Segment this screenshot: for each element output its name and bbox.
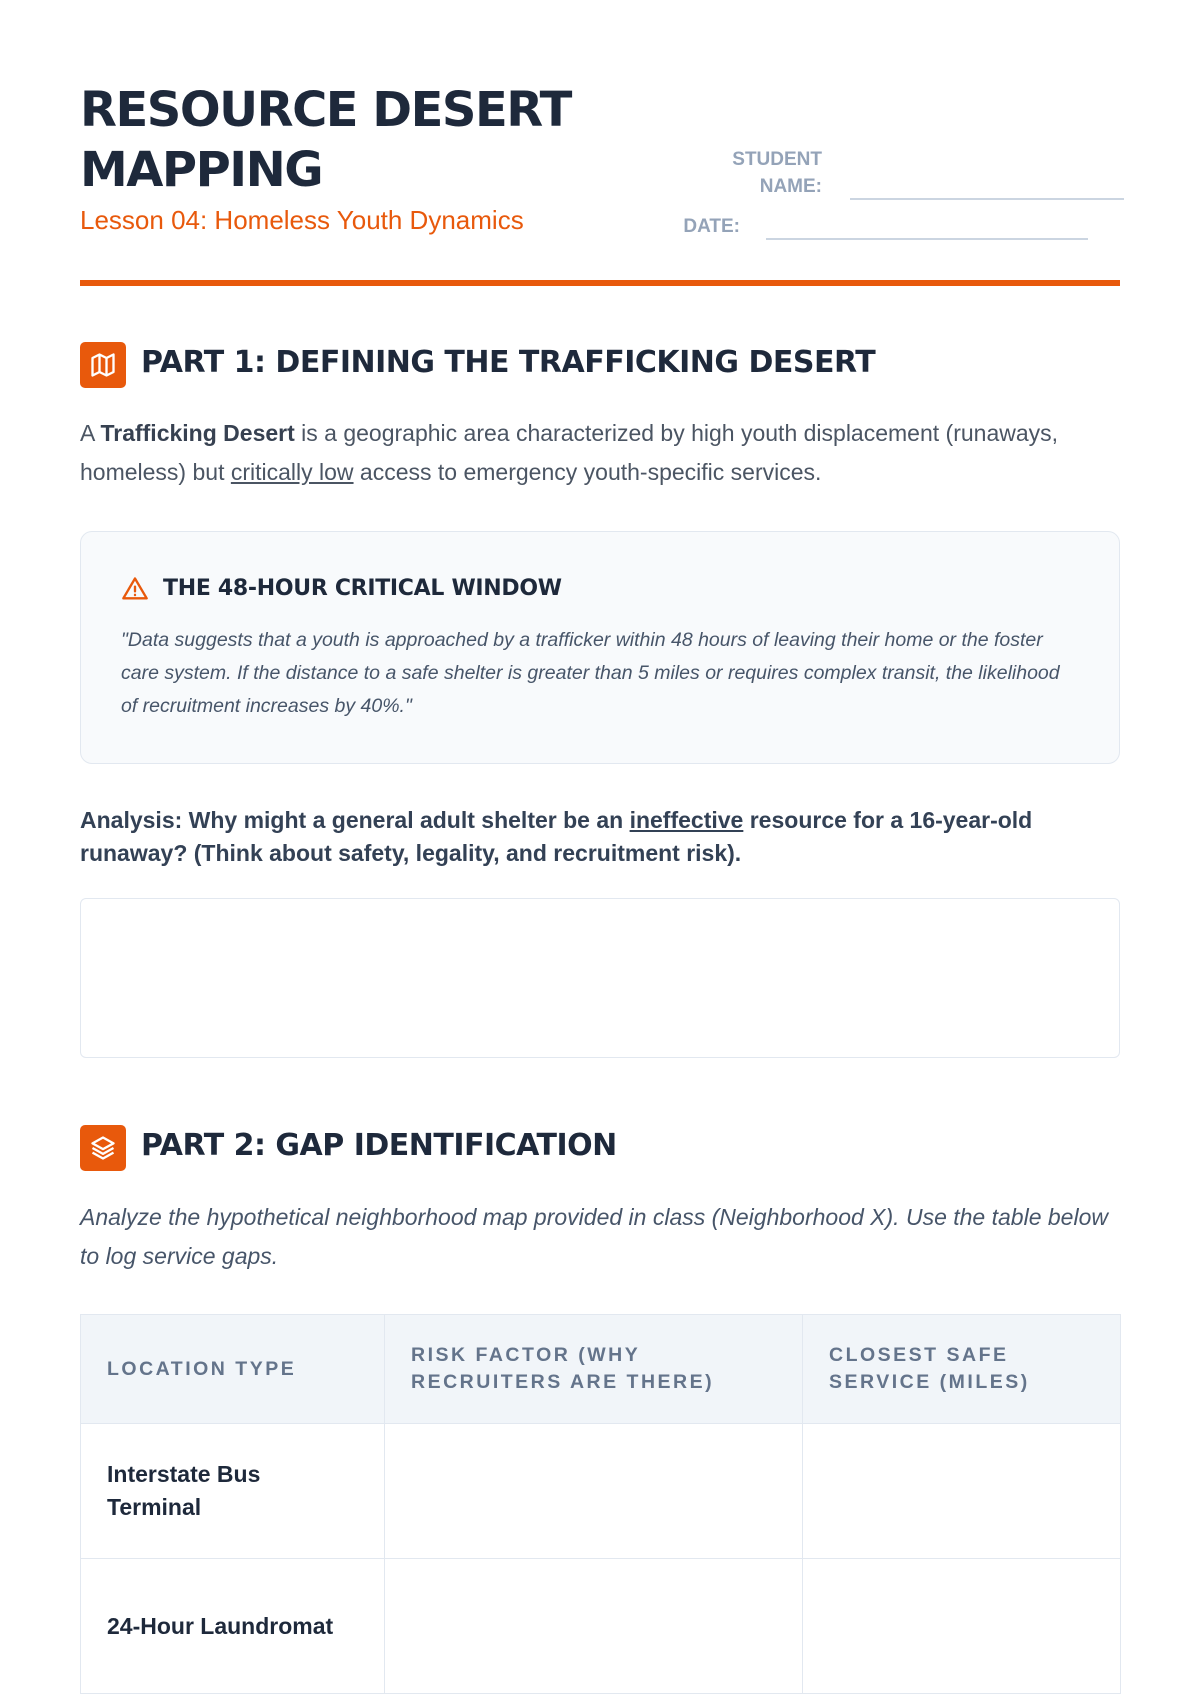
risk-factor-cell[interactable] — [385, 1559, 803, 1694]
callout-title: THE 48-HOUR CRITICAL WINDOW — [163, 576, 562, 601]
analysis-answer-box[interactable] — [80, 898, 1120, 1058]
question-suffix: resource for a 16-year-old runaway? (Think about safety, legality, and recruitment risk). — [80, 807, 1033, 866]
definition-suffix: access to emergency youth-specific services. — [353, 459, 822, 485]
table-header-row — [81, 1315, 1121, 1424]
definition-emphasis: critically low — [230, 459, 354, 485]
definition-paragraph — [80, 414, 1120, 492]
student-name-label — [700, 146, 822, 200]
warning-icon — [121, 575, 149, 608]
question-emphasis: ineffective — [629, 807, 744, 833]
risk-factor-cell[interactable] — [385, 1424, 803, 1559]
question-prefix: Analysis: Why might a general adult shelter be an — [80, 807, 630, 833]
header-divider — [80, 280, 1120, 286]
definition-term: Trafficking Desert — [100, 420, 295, 446]
closest-service-cell[interactable] — [803, 1424, 1121, 1559]
date-field[interactable] — [766, 238, 1088, 240]
location-cell: Interstate Bus Terminal — [81, 1424, 385, 1559]
layers-icon — [80, 1125, 126, 1171]
location-cell: 24-Hour Laundromat — [81, 1559, 385, 1694]
lesson-subtitle: Lesson 04: Homeless Youth Dynamics — [80, 205, 524, 235]
definition-prefix: A — [80, 420, 101, 446]
table-row — [81, 1424, 1121, 1559]
table-row — [81, 1559, 1121, 1694]
page-title: RESOURCE DESERT MAPPING — [80, 82, 571, 198]
definition-mid: is a geographic area characterized by high youth displacement (runaways, homeless) but — [80, 420, 1059, 485]
critical-window-callout — [80, 531, 1120, 764]
student-name-field[interactable] — [850, 198, 1124, 200]
student-name-label-line2: NAME: — [759, 176, 822, 197]
header-location-type: LOCATION TYPE — [81, 1315, 385, 1424]
closest-service-cell[interactable] — [803, 1559, 1121, 1694]
gap-table — [80, 1314, 1121, 1694]
date-label: DATE: — [683, 216, 740, 237]
map-icon — [80, 342, 126, 388]
callout-quote: "Data suggests that a youth is approached by a trafficker within 48 hours of leaving their home or the foster care system. If the distance to a safe shelter is greater than 5 miles or requires complex transit, the likelihood of recruitment increases by 40%." — [121, 629, 1060, 717]
analysis-question — [80, 804, 1120, 870]
header-risk-factor: RISK FACTOR (WHY RECRUITERS ARE THERE) — [385, 1315, 803, 1424]
part2-intro: Analyze the hypothetical neighborhood map provided in class (Neighborhood X). Use the table below to log service gaps. — [80, 1204, 1108, 1269]
part1-title: PART 1: DEFINING THE TRAFFICKING DESERT — [141, 345, 876, 380]
student-name-label-line1: STUDENT — [732, 149, 822, 170]
part2-title: PART 2: GAP IDENTIFICATION — [141, 1128, 617, 1163]
header-closest-service: CLOSEST SAFE SERVICE (MILES) — [803, 1315, 1121, 1424]
